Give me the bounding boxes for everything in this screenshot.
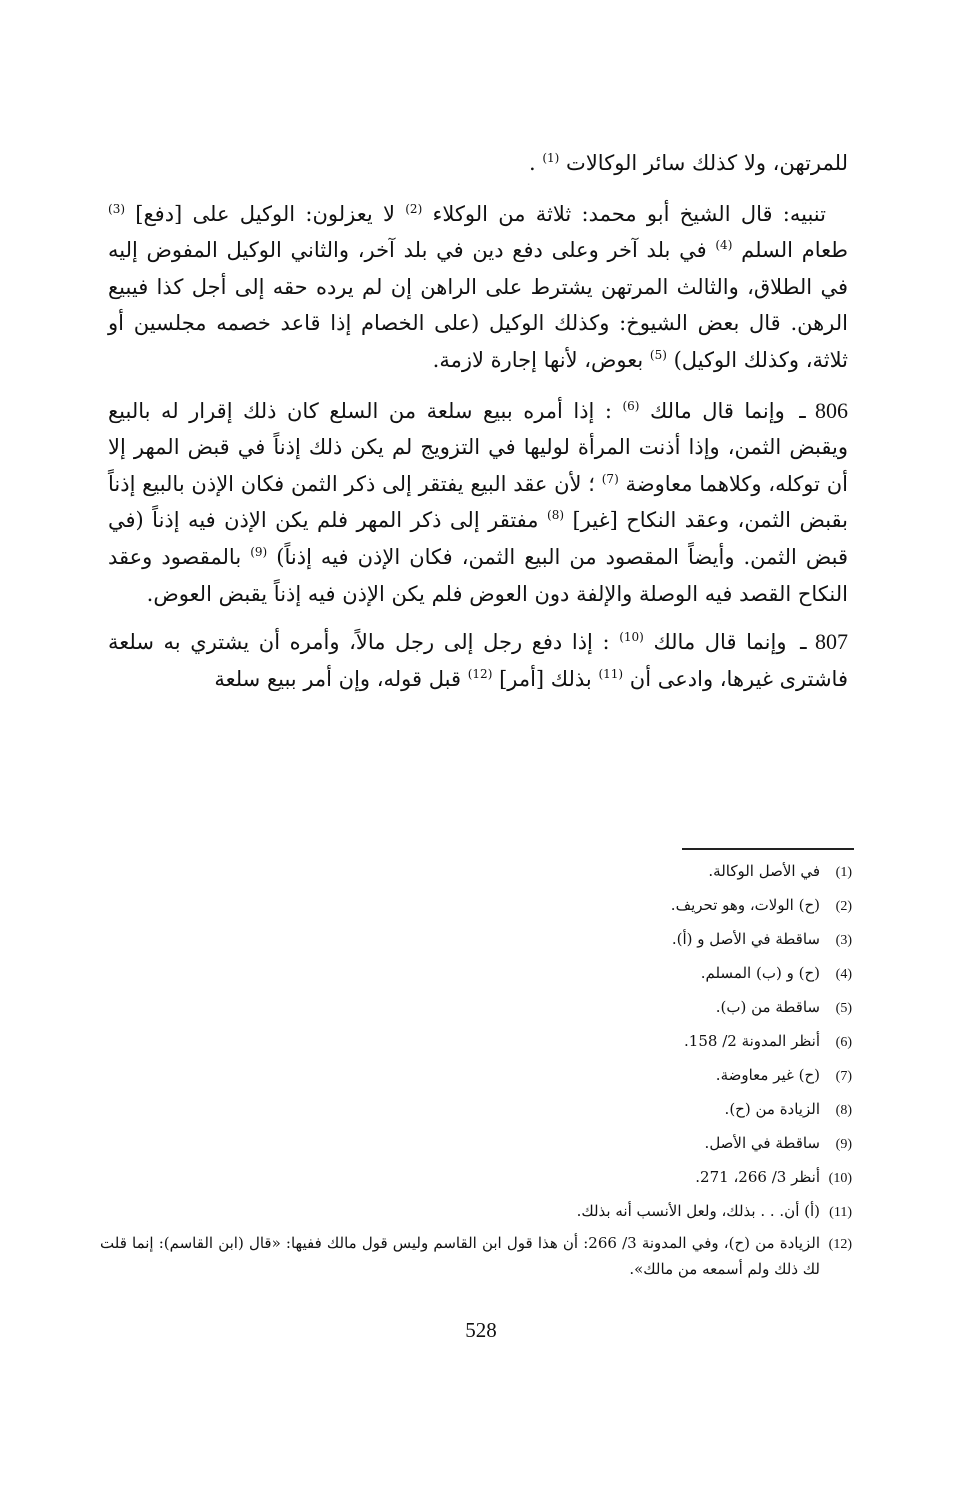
continuation-text: للمرتهن، ولا كذلك سائر الوكالات (566, 151, 848, 175)
footnote-number: (8) (835, 1103, 852, 1118)
footnote-text: ساقطة في الأصل. (704, 1134, 820, 1152)
footnote-divider (682, 848, 854, 850)
p806-text-2: : إذا أمره ببيع سلعة من السلع كان ذلك إقرار له بالبيع ويقبض الثمن، وإذا أذنت المرأة لوليها في التزويج لم يكن ذلك إذناً في قبض المهر إلا أن توكله، وكلاهما معاوضة (108, 398, 849, 496)
tanbih-text-3: طعام السلم (741, 238, 848, 263)
footnote-text: ساقطة في الأصل و (أ). (671, 930, 820, 948)
p806-text-3: ؛ لأن عقد البيع يفتقر إلى ذكر الثمن فكان الإذن بالبيع إذناً بقبض الثمن، وعقد النكاح [غير] (108, 471, 848, 533)
footnote-number: (11) (829, 1205, 852, 1220)
footnote-ref-12[interactable]: (12) (467, 666, 493, 681)
footnote-7 (100, 1059, 852, 1093)
footnote-text: (ح) و (ب) المسلم. (700, 964, 820, 982)
footnote-ref-5[interactable]: (5) (649, 347, 667, 362)
footnote-number: (2) (835, 899, 852, 914)
tanbih-text-1: تنبيه: قال الشيخ أبو محمد: ثلاثة من الوكلاء (432, 201, 826, 226)
footnote-11 (100, 1195, 852, 1229)
footnote-ref-6[interactable]: (6) (622, 398, 640, 413)
footnote-text: (ح) الولات، وهو تحريف. (670, 896, 820, 914)
footnote-text: الزيادة من (ح). (724, 1100, 820, 1118)
footnote-ref-2[interactable]: (2) (405, 201, 423, 216)
main-text (108, 145, 848, 697)
footnote-ref-4[interactable]: (4) (715, 238, 733, 253)
footnote-ref-1[interactable]: (1) (542, 151, 560, 165)
footnote-text: أنظر المدونة 2/ 158. (684, 1032, 820, 1050)
footnote-number: (3) (835, 933, 852, 948)
paragraph-807 (108, 624, 848, 697)
paragraph-806 (108, 393, 848, 613)
paragraph-number-807: 807 ـ (800, 629, 848, 655)
footnote-number: (1) (835, 865, 852, 880)
p806-text-5: بالمقصود وعقد النكاح القصد فيه الوصلة والإلفة دون العوض فلم يكن الإذن فيه إذناً يقبض العوض. (108, 544, 848, 606)
p807-text-1: وإنما قال مالك (653, 630, 787, 655)
footnote-number: (12) (828, 1237, 852, 1252)
tanbih-text-2: لا يعزلون: الوكيل على [دفع] (135, 201, 395, 226)
p806-text-1: وإنما قال مالك (649, 398, 785, 423)
footnote-ref-3[interactable]: (3) (108, 201, 126, 216)
tanbih-text-4: في بلد آخر وعلى دفع دين في بلد آخر، والثاني الوكيل المفوض إليه في الطلاق، والثالث المرتهن يشترط على الراهن إن لم يرده حقه إلى أجل كذا فيبيع الرهن. قال بعض الشيوخ: وكذلك الوكيل (على الخصام إذا قاعد خصمه مجلسين أو ثلاثة، وكذلك الوكيل) (108, 238, 848, 372)
footnote-10 (100, 1161, 852, 1195)
p807-text-4: قبل قوله، وإن أمر ببيع سلعة (214, 666, 462, 691)
footnote-text: الزيادة من (ح)، وفي المدونة 3/ 266: أن هذا قول ابن القاسم وليس قول مالك ففيها: «قال (ابن القاسم): إنما قلت لك ذلك ولم أسمعه من مالك». (100, 1234, 821, 1278)
footnote-5 (100, 991, 852, 1025)
footnote-number: (4) (835, 967, 852, 982)
tanbih-paragraph (108, 196, 848, 379)
footnote-ref-8[interactable]: (8) (547, 508, 565, 523)
footnote-9 (100, 1127, 852, 1161)
continuation-end: . (528, 151, 536, 175)
footnote-number: (5) (835, 1001, 852, 1016)
footnote-text: (ح) غير معاوضة. (715, 1066, 820, 1084)
footnote-ref-11[interactable]: (11) (598, 666, 624, 681)
p807-text-3: بذلك [أمر] (499, 666, 592, 691)
footnote-12 (100, 1229, 852, 1282)
footnote-number: (7) (835, 1069, 852, 1084)
footnote-ref-9[interactable]: (9) (250, 544, 268, 559)
footnote-1 (100, 855, 852, 889)
footnote-3 (100, 923, 852, 957)
footnote-ref-7[interactable]: (7) (601, 471, 619, 486)
footnote-2 (100, 889, 852, 923)
footnote-ref-10[interactable]: (10) (619, 630, 644, 645)
footnote-text: أنظر 3/ 266، 271. (695, 1168, 820, 1186)
footnote-text: في الأصل الوكالة. (708, 862, 820, 880)
footnote-6 (100, 1025, 852, 1059)
continuation-paragraph (108, 145, 848, 182)
footnote-8 (100, 1093, 852, 1127)
p806-text-4: مفتقر إلى ذكر المهر فلم يكن الإذن فيه إذناً (في قبض الثمن. وأيضاً المقصود من البيع الثمن، فكان الإذن فيه إذناً) (108, 508, 849, 569)
footnote-text: ساقطة من (ب). (715, 998, 820, 1016)
page-number: 528 (465, 1318, 497, 1342)
footnote-number: (6) (835, 1035, 852, 1050)
footnote-number: (9) (835, 1137, 852, 1152)
footnote-text: (أ) أن. . . بذلك، ولعل الأنسب أنه بذلك. (576, 1202, 820, 1220)
tanbih-text-5: بعوض، لأنها إجارة لازمة. (432, 347, 644, 372)
paragraph-number-806: 806 ـ (799, 397, 849, 423)
footnote-number: (10) (828, 1171, 852, 1186)
p807-text-2: : إذا دفع رجل إلى رجل مالاً، وأمره أن يشتري به سلعة فاشترى غيرها، وادعى أن (108, 630, 848, 691)
footnote-4 (100, 957, 852, 991)
footnotes-section (100, 855, 852, 1282)
